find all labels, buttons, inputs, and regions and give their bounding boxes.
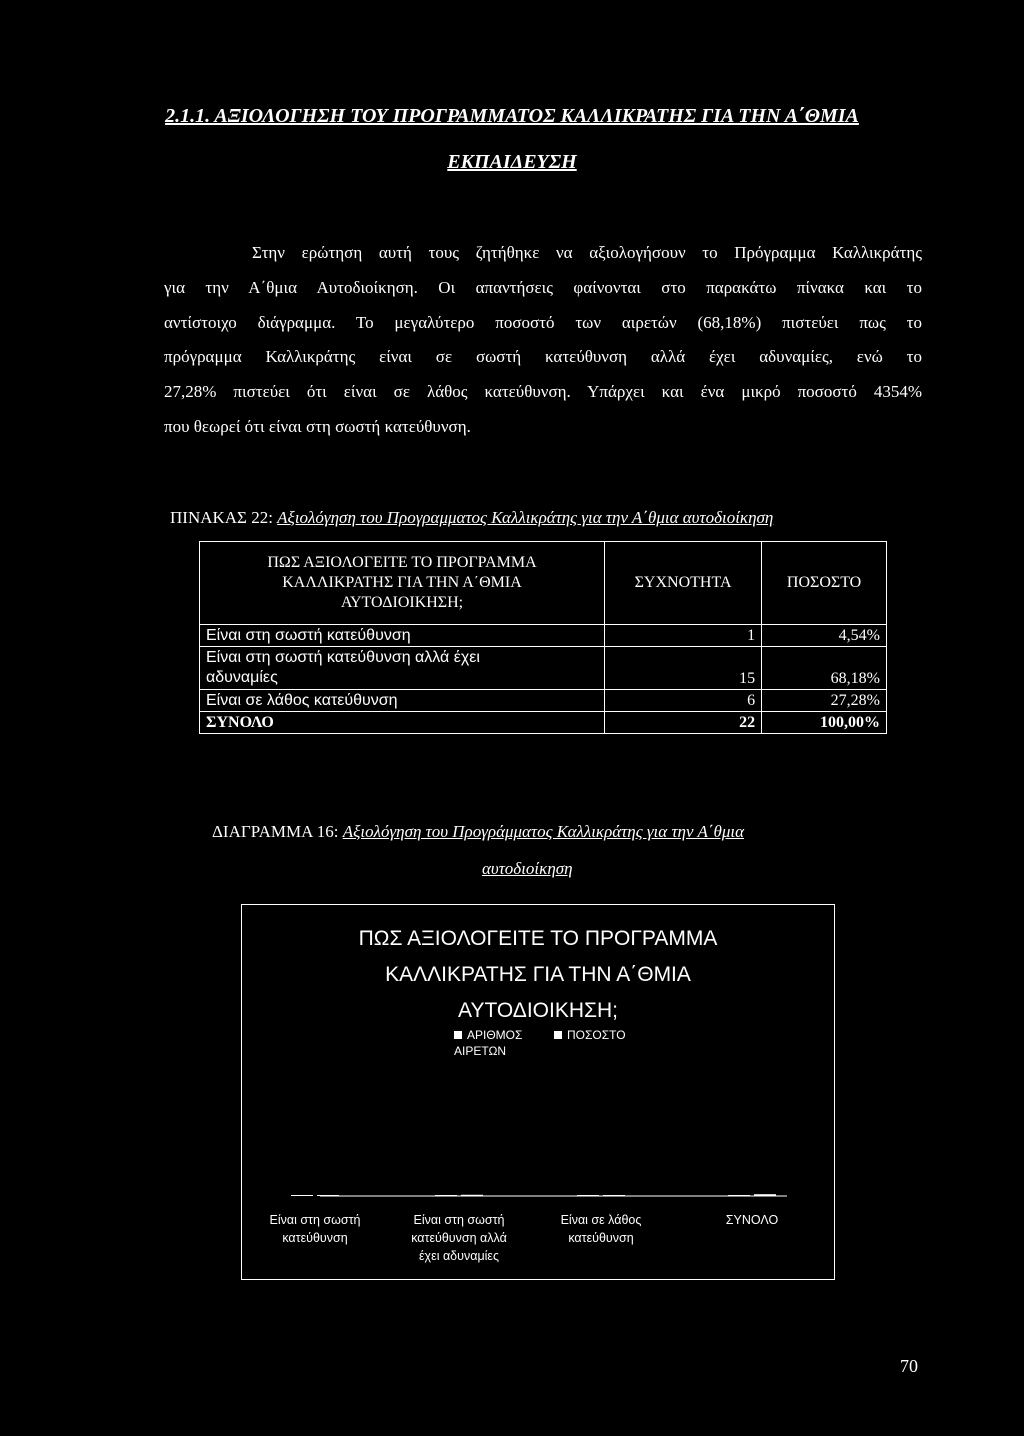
frequency-cell: 15	[605, 647, 762, 690]
percent-cell: 4,54%	[762, 625, 887, 647]
diagram-caption	[212, 820, 744, 844]
chart-title	[242, 921, 834, 1029]
bar-chart	[241, 904, 835, 1280]
table-row	[200, 647, 887, 690]
category-label	[394, 1211, 524, 1265]
category-label-line: Είναι στη σωστή	[413, 1213, 505, 1227]
category-label-line: Είναι στη σωστή	[269, 1213, 361, 1227]
frequency-cell: 1	[605, 625, 762, 647]
chart-title-line: ΠΩΣ ΑΞΙΟΛΟΓΕΙΤΕ ΤΟ ΠΡΟΓΡΑΜΜΑ	[358, 927, 718, 950]
chart-title-line: ΚΑΛΛΙΚΡΑΤΗΣ ΓΙΑ ΤΗΝ Α΄ΘΜΙΑ	[385, 963, 691, 986]
category-label-line: κατεύθυνση	[282, 1231, 348, 1245]
answer-cell: Είναι σε λάθος κατεύθυνση	[200, 690, 605, 712]
category-label	[687, 1211, 817, 1229]
category-label-line: κατεύθυνση	[568, 1231, 634, 1245]
legend-swatch	[554, 1031, 562, 1039]
frequency-cell: 6	[605, 690, 762, 712]
results-table	[199, 541, 887, 734]
question-header-line: ΠΩΣ ΑΞΙΟΛΟΓΕΙΤΕ ΤΟ ΠΡΟΓΡΑΜΜΑ	[267, 554, 537, 571]
frequency-header: ΣΥΧΝΟΤΗΤΑ	[605, 542, 762, 625]
total-percent-cell: 100,00%	[762, 712, 887, 734]
bar-count	[435, 1195, 457, 1196]
category-label-line: κατεύθυνση αλλά	[411, 1231, 507, 1245]
answer-line: αδυναμίες	[206, 669, 278, 686]
bar-percent	[317, 1195, 339, 1196]
bar-percent	[754, 1194, 776, 1196]
paragraph-line: που θεωρεί ότι είναι στη σωστή κατεύθυνση.	[164, 416, 471, 436]
total-row	[200, 712, 887, 734]
page-number: 70	[900, 1356, 918, 1376]
total-frequency-cell: 22	[605, 712, 762, 734]
bar-percent	[603, 1195, 625, 1196]
paragraph-line: Στην ερώτηση αυτή τους ζητήθηκε να αξιολογήσουν το Πρόγραμμα Καλλικράτης	[252, 243, 922, 262]
bar-percent	[461, 1195, 483, 1196]
diagram-caption-continued	[482, 857, 573, 881]
percent-cell: 27,28%	[762, 690, 887, 712]
question-header	[200, 542, 605, 625]
question-header-line: ΚΑΛΛΙΚΡΑΤΗΣ ΓΙΑ ΤΗΝ Α΄ΘΜΙΑ	[282, 574, 522, 591]
category-label-line: ΣΥΝΟΛΟ	[725, 1213, 779, 1227]
table-header-row	[200, 542, 887, 625]
legend-item-percent	[554, 1027, 626, 1043]
total-label-cell: ΣΥΝΟΛΟ	[200, 712, 605, 734]
answer-line: Είναι στη σωστή κατεύθυνση αλλά έχει	[206, 649, 480, 666]
diagram-caption-label: ΔΙΑΓΡΑΜΜΑ 16:	[212, 822, 343, 841]
diagram-caption-title: Αξιολόγηση του Προγράμματος Καλλικράτης για την Α΄θμια	[342, 822, 745, 841]
table-caption-label: ΠΙΝΑΚΑΣ 22:	[170, 508, 278, 527]
bar-count	[291, 1195, 313, 1196]
diagram-caption-title-continued: αυτοδιοίκηση	[482, 859, 573, 878]
table-row	[200, 690, 887, 712]
legend-item-count	[454, 1027, 546, 1059]
category-label	[250, 1211, 380, 1247]
chart-title-line: ΑΥΤΟΔΙΟΙΚΗΣΗ;	[458, 999, 618, 1022]
category-label-line: Είναι σε λάθος	[560, 1213, 642, 1227]
paragraph-line: 27,28% πιστεύει ότι είναι σε λάθος κατεύθυνση. Υπάρχει και ένα μικρό ποσοστό 4354%	[164, 382, 922, 402]
question-header-line: ΑΥΤΟΔΙΟΙΚΗΣΗ;	[340, 594, 464, 611]
paragraph-line: πρόγραμμα Καλλικράτης είναι σε σωστή κατεύθυνση αλλά έχει αδυναμίες, ενώ το	[164, 347, 922, 367]
table-caption-title: Αξιολόγηση του Προγραμματος Καλλικράτης για την Α΄θμια αυτοδιοίκηση	[277, 508, 774, 527]
table-caption	[170, 506, 773, 530]
bar-count	[577, 1195, 599, 1196]
percent-header: ΠΟΣΟΣΤΟ	[762, 542, 887, 625]
legend-swatch	[454, 1031, 462, 1039]
answer-cell: Είναι στη σωστή κατεύθυνση	[200, 625, 605, 647]
category-label-line: έχει αδυναμίες	[418, 1249, 500, 1263]
bar-count	[728, 1195, 750, 1196]
answer-cell	[200, 647, 605, 690]
section-heading-continued: ΕΚΠΑΙΔΕΥΣΗ	[447, 151, 577, 173]
legend-label: ΑΡΙΘΜΟΣ ΑΙΡΕΤΩΝ	[454, 1028, 523, 1058]
table-row	[200, 625, 887, 647]
body-paragraph	[164, 236, 922, 445]
section-heading: 2.1.1. ΑΞΙΟΛΟΓΗΣΗ ΤΟΥ ΠΡΟΓΡΑΜΜΑΤΟΣ ΚΑΛΛΙΚΡΑΤΗΣ ΓΙΑ ΤΗΝ Α΄ΘΜΙΑ	[165, 105, 859, 127]
paragraph-line: αντίστοιχο διάγραμμα. Το μεγαλύτερο ποσοστό των αιρετών (68,18%) πιστεύει πως το	[164, 312, 922, 332]
paragraph-line: για την Α΄θμια Αυτοδιοίκηση. Οι απαντήσεις φαίνονται στο παρακάτω πίνακα και το	[164, 277, 922, 297]
category-label	[536, 1211, 666, 1247]
legend-label: ΠΟΣΟΣΤΟ	[567, 1028, 626, 1042]
percent-cell: 68,18%	[762, 647, 887, 690]
